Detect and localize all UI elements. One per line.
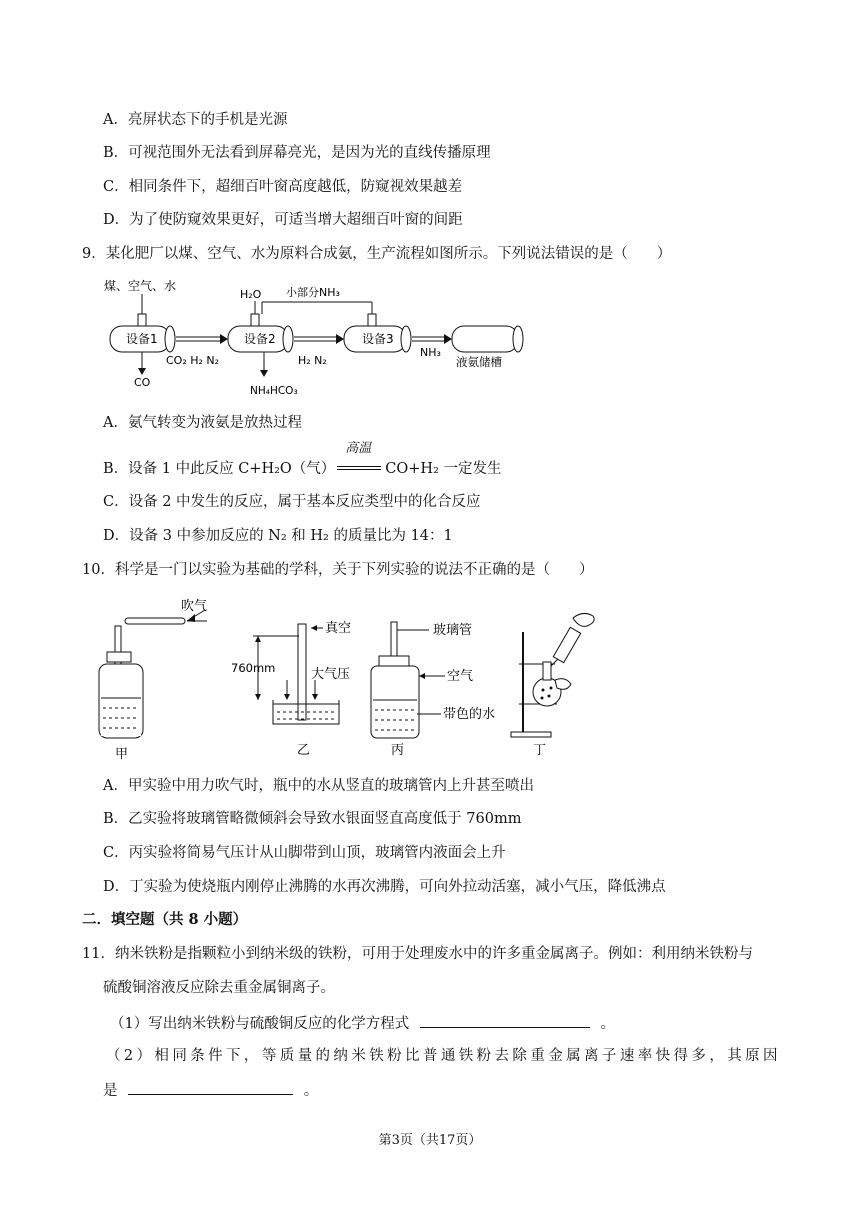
yi-label: 乙 xyxy=(297,743,311,758)
jia-label: 甲 xyxy=(115,747,129,762)
pressure-experiments-diagram xyxy=(95,592,615,762)
q8-option-b: B．可视范围外无法看到屏幕亮光，是因为光的直线传播原理 xyxy=(103,145,491,161)
liquid-ammonia-tank xyxy=(452,326,518,352)
tank-label: 液氨储槽 xyxy=(456,355,502,369)
q9-option-c: C．设备 2 中发生的反应，属于基本反应类型中的化合反应 xyxy=(103,494,481,510)
q11-part2-pre: 是 xyxy=(103,1083,118,1099)
q10-option-d: D．丁实验为使烧瓶内刚停止沸腾的水再次沸腾，可向外拉动活塞，减小气压，降低沸点 xyxy=(103,879,666,895)
answer-blank-2[interactable] xyxy=(128,1080,293,1095)
q10-stem: 10．科学是一门以实验为基础的学科，关于下列实验的说法不正确的是（ ） xyxy=(82,562,594,578)
air-label: 空气 xyxy=(447,669,474,684)
q9-option-d: D．设备 3 中参加反应的 N₂ 和 H₂ 的质量比为 14：1 xyxy=(103,528,453,544)
glass-tube-label: 玻璃管 xyxy=(433,623,473,638)
section-title: 二．填空题（共 8 小题） xyxy=(82,911,248,928)
co-label: CO xyxy=(134,376,151,389)
q9-stem: 9．某化肥厂以煤、空气、水为原料合成氨，生产流程如图所示。下列说法错误的是（ ） xyxy=(82,246,672,262)
nh3-label: NH₃ xyxy=(420,346,441,359)
760mm-label: 760mm xyxy=(231,661,276,675)
water-label: H₂O xyxy=(240,288,262,301)
flow-1-2-label: CO₂ H₂ N₂ xyxy=(166,354,220,367)
device-2-label: 设备2 xyxy=(244,332,276,346)
q8-option-a: A．亮屏状态下的手机是光源 xyxy=(103,112,288,128)
atm-label: 大气压 xyxy=(311,667,351,682)
page-footer: 第3页（共17页） xyxy=(378,1133,482,1148)
reaction-condition-arrow xyxy=(335,441,385,479)
experiment-yi xyxy=(231,620,351,758)
device-3-label: 设备3 xyxy=(362,332,394,346)
q9-option-a: A．氨气转变为液氨是放热过程 xyxy=(103,415,302,431)
ding-label: 丁 xyxy=(533,743,547,758)
q11-part1 xyxy=(110,1013,615,1034)
blow-label: 吹气 xyxy=(181,599,208,614)
q11-part2-end: 。 xyxy=(303,1083,319,1099)
q9-option-b-pre: B．设备 1 中此反应 C+H₂O（气） xyxy=(103,461,336,477)
vacuum-label: 真空 xyxy=(325,621,352,636)
q9-option-b-post: CO+H₂ 一定发生 xyxy=(385,461,502,477)
condition-label: 高温 xyxy=(345,441,372,456)
ammonia-flow-diagram xyxy=(100,276,530,402)
q11-part1-end: 。 xyxy=(600,1016,615,1032)
recycle-label: 小部分NH₃ xyxy=(286,286,340,299)
q10-option-b: B．乙实验将玻璃管略微倾斜会导致水银面竖直高度低于 760mm xyxy=(103,811,522,827)
experiment-ding xyxy=(511,613,594,758)
bing-label: 丙 xyxy=(391,743,405,758)
flow-2-3-label: H₂ N₂ xyxy=(298,354,327,367)
q11-part1-text: （1）写出纳米铁粉与硫酸铜反应的化学方程式 xyxy=(110,1016,410,1032)
q10-option-a: A．甲实验中用力吹气时，瓶中的水从竖直的玻璃管内上升甚至喷出 xyxy=(103,778,534,794)
answer-blank-1[interactable] xyxy=(420,1013,590,1028)
colored-water-label: 带色的水 xyxy=(443,707,496,722)
experiment-bing xyxy=(371,622,495,758)
q11-part2-line1: （2）相同条件下，等质量的纳米铁粉比普通铁粉去除重金属离子速率快得多，其原因 xyxy=(106,1048,781,1064)
experiment-jia xyxy=(99,599,207,762)
device-1-label: 设备1 xyxy=(126,332,158,346)
input-label: 煤、空气、水 xyxy=(104,279,177,293)
q11-part2-line2 xyxy=(103,1080,318,1101)
nh4hco3-label: NH₄HCO₃ xyxy=(250,385,298,397)
q8-option-d: D．为了使防窥效果更好，可适当增大超细百叶窗的间距 xyxy=(103,212,463,228)
q8-option-c: C．相同条件下，超细百叶窗高度越低，防窥视效果越差 xyxy=(103,179,463,195)
q10-option-c: C．丙实验将简易气压计从山脚带到山顶，玻璃管内液面会上升 xyxy=(103,845,506,861)
q11-stem-line1: 11．纳米铁粉是指颗粒小到纳米级的铁粉，可用于处理废水中的许多重金属离子。例如：利用纳米铁粉与 xyxy=(82,946,753,962)
q9-option-b xyxy=(103,441,502,479)
q11-stem-line2: 硫酸铜溶液反应除去重金属铜离子。 xyxy=(103,980,335,996)
